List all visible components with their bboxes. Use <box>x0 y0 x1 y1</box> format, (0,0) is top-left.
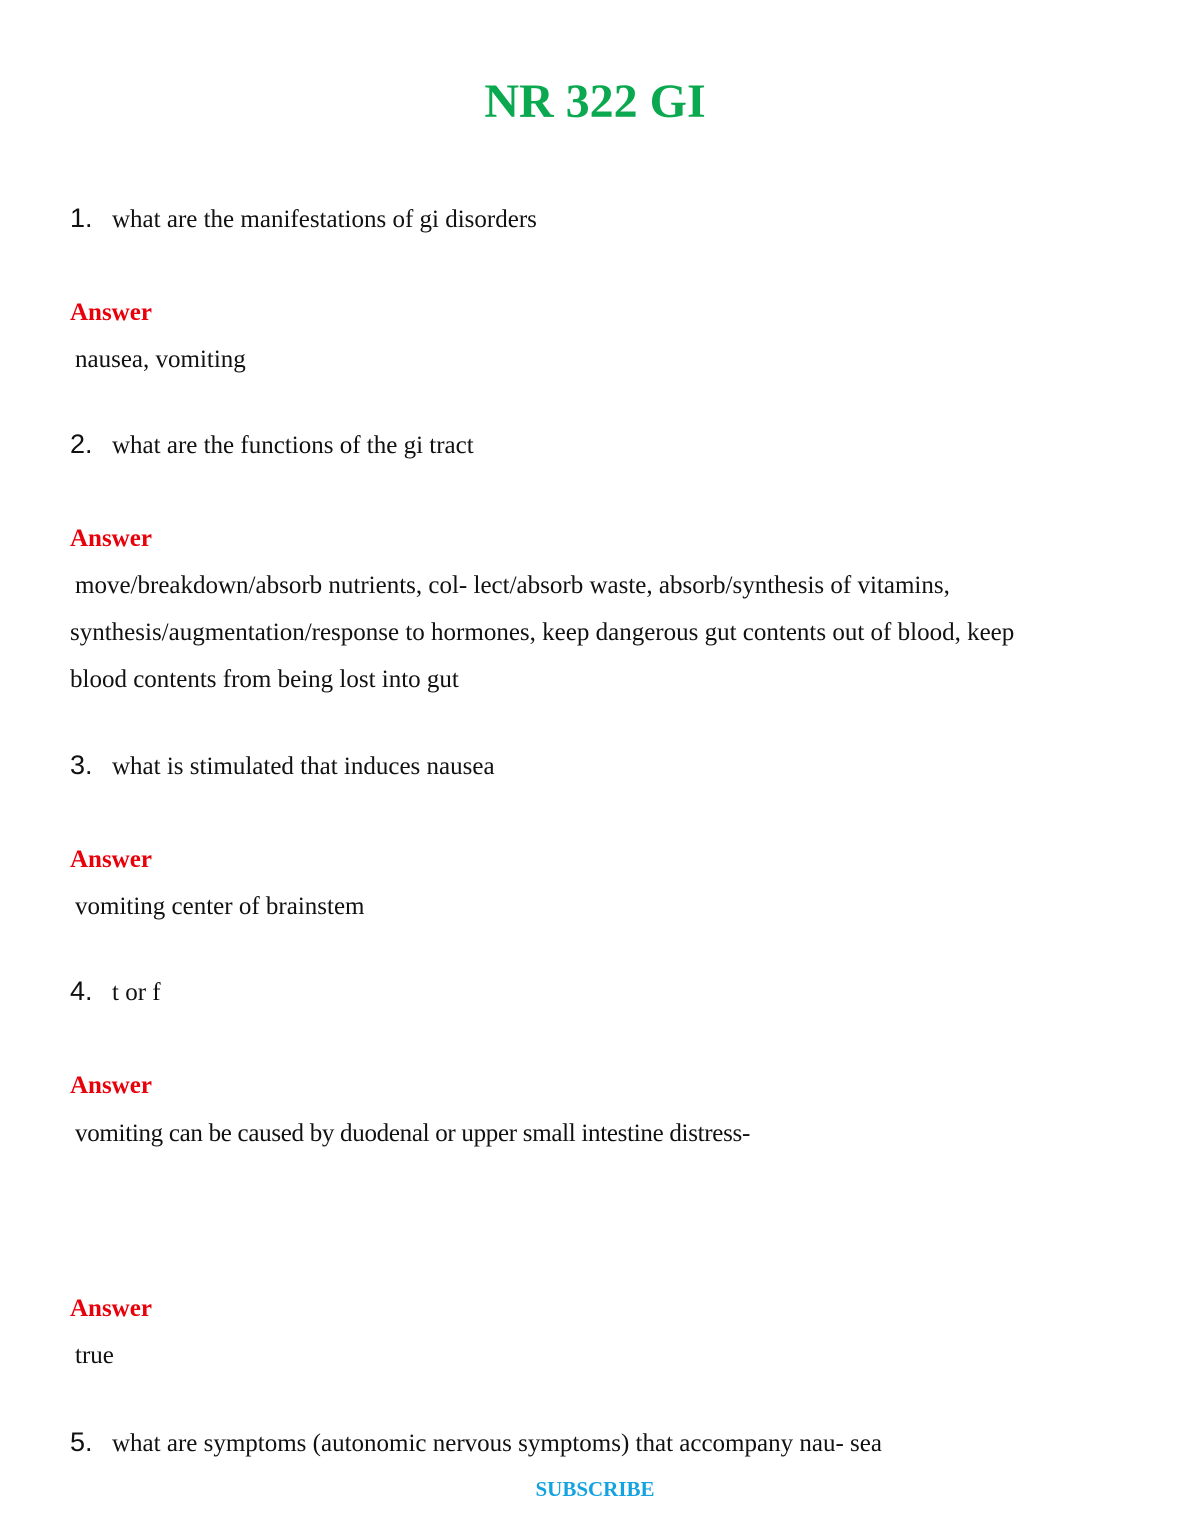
question-2 <box>70 429 474 461</box>
answer-label: Answer <box>70 299 152 326</box>
answer-2 <box>70 562 1130 703</box>
question-number: 5. <box>70 1427 93 1457</box>
question-number: 2. <box>70 429 93 459</box>
question-1 <box>70 203 537 235</box>
answer-label: Answer <box>70 846 152 873</box>
question-text: what are the manifestations of gi disorders <box>112 206 537 233</box>
question-text: what are symptoms (autonomic nervous symptoms) that accompany nau- sea <box>112 1430 882 1457</box>
answer-label: Answer <box>70 1072 152 1099</box>
question-4 <box>70 976 161 1008</box>
answer-line: synthesis/augmentation/response to hormones, keep dangerous gut contents out of blood, keep <box>70 619 1015 646</box>
document-title: NR 322 GI <box>484 75 706 128</box>
question-number: 4. <box>70 976 93 1006</box>
answer-line: vomiting center of brainstem <box>75 893 365 920</box>
question-text: t or f <box>112 979 161 1006</box>
question-text: what is stimulated that induces nausea <box>112 753 495 780</box>
answer-line: blood contents from being lost into gut <box>70 666 459 693</box>
question-number: 1. <box>70 203 93 233</box>
answer-line: vomiting can be caused by duodenal or upper small intestine distress- <box>75 1120 750 1147</box>
question-3 <box>70 750 495 782</box>
answer-3 <box>70 883 1130 930</box>
answer-label: Answer <box>70 1295 152 1322</box>
answer-line: move/breakdown/absorb nutrients, col- lect/absorb waste, absorb/synthesis of vitamins, <box>75 572 950 599</box>
answer-4a <box>70 1110 1130 1157</box>
answer-label: Answer <box>70 525 152 552</box>
question-text: what are the functions of the gi tract <box>112 432 474 459</box>
answer-1 <box>70 336 1130 383</box>
answer-line: nausea, vomiting <box>75 346 246 373</box>
question-number: 3. <box>70 750 93 780</box>
subscribe-link[interactable]: SUBSCRIBE <box>535 1477 655 1501</box>
answer-line: true <box>75 1342 114 1369</box>
question-5 <box>70 1427 882 1459</box>
answer-4b <box>70 1332 1130 1379</box>
